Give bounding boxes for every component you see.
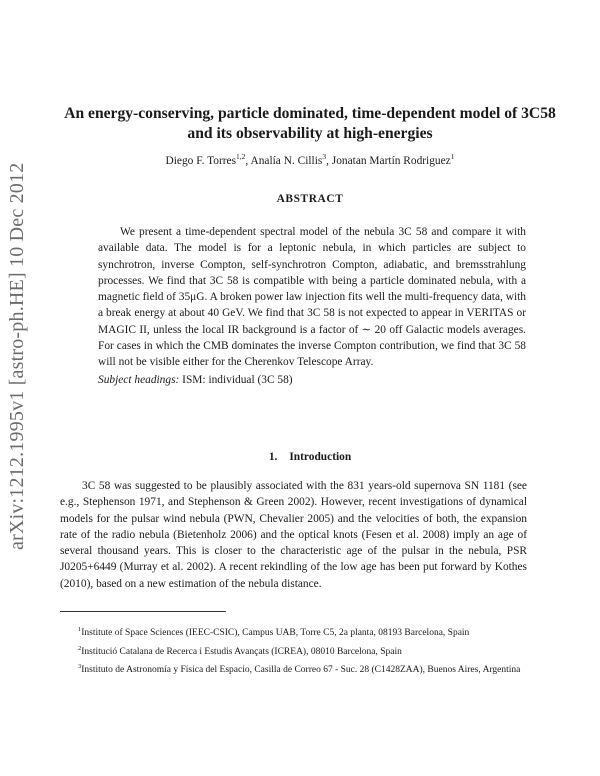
- subject-headings-label: Subject headings:: [98, 374, 180, 386]
- author-affiliation: 3: [322, 152, 327, 161]
- author-name: Jonatan Martín Rodriguez: [331, 154, 451, 167]
- subject-headings-value: ISM: individual (3C 58): [182, 374, 293, 386]
- section-heading: [60, 451, 560, 463]
- footnote-text: Institute of Space Sciences (IEEC-CSIC), Campus UAB, Torre C5, 2a planta, 08193 Barcelona, Spain: [81, 628, 470, 639]
- subject-headings: [98, 374, 526, 386]
- footnote-text: Instituto de Astronomía y Física del Espacio, Casilla de Correo 67 - Suc. 28 (C1428ZAA), Buenos Aires, Argentina: [81, 665, 521, 676]
- footnote: [60, 660, 527, 678]
- abstract-body: We present a time-dependent spectral model of the nebula 3C 58 and compare it with available data. The model is for a leptonic nebula, in which particles are subject to synchrotron, inverse Compton, self-synchrotron Compton, adiabatic, and bremsstrahlung processes. We find that 3C 58 is compatible with being a particle dominated nebula, with a magnetic field of 35μG. A broken power law injection fits well the multi-frequency data, with a break energy at about 40 GeV. We find that 3C 58 is not expected to appear in VERITAS or MAGIC II, unless the local IR background is a factor of ∼ 20 off Galactic models averages. For cases in which the CMB dominates the inverse Compton contribution, we find that 3C 58 will not be visible either for the Cherenkov Telescope Array.: [98, 226, 526, 369]
- introduction-paragraph: 3C 58 was suggested to be plausibly associated with the 831 years-old supernova SN 1181 (see e.g., Stephenson 1971, and Stephenson & Green 2002). However, recent investigations of dynamical models for the pulsar wind nebula (PWN, Chevalier 2005) and the velocities of both, the expansion rate of the radio nebula (Bietenholz 2006) and the optical knots (Fesen et al. 2008) imply an age of several thousand years. This is closer to the characteristic age of the pulsar in the nebula, PSR J0205+6449 (Murray et al. 2002). A recent rekindling of the low age has been put forward by Kothes (2010), based on a new estimation of the nebula distance.: [60, 480, 527, 590]
- author-separator: ,: [245, 154, 251, 167]
- footnote-mark: 2: [78, 645, 82, 652]
- abstract-heading: ABSTRACT: [276, 193, 344, 205]
- footnote: [60, 623, 527, 641]
- footnote: [60, 642, 527, 660]
- footnote-mark: 1: [78, 626, 82, 633]
- author-list: [60, 152, 560, 167]
- paper-title: An energy-conserving, particle dominated, time-dependent model of 3C58 and its observability at high-energies: [64, 105, 556, 142]
- section-title: Introduction: [289, 451, 352, 463]
- author-name: Analía N. Cillis: [250, 154, 323, 167]
- footnote-rule: [60, 611, 226, 612]
- footnote-mark: 3: [78, 663, 82, 670]
- author-affiliation: 1,2: [236, 152, 246, 161]
- author-name: Diego F. Torres: [165, 154, 237, 167]
- author-separator: ,: [326, 154, 332, 167]
- section-number: 1.: [268, 451, 278, 463]
- arxiv-identifier: arXiv:1212.1995v1 [astro-ph.HE] 10 Dec 2012: [6, 162, 28, 550]
- footnote-text: Institució Catalana de Recerca i Estudis Avançats (ICREA), 08010 Barcelona, Spain: [81, 647, 402, 658]
- author-affiliation: 1: [450, 152, 455, 161]
